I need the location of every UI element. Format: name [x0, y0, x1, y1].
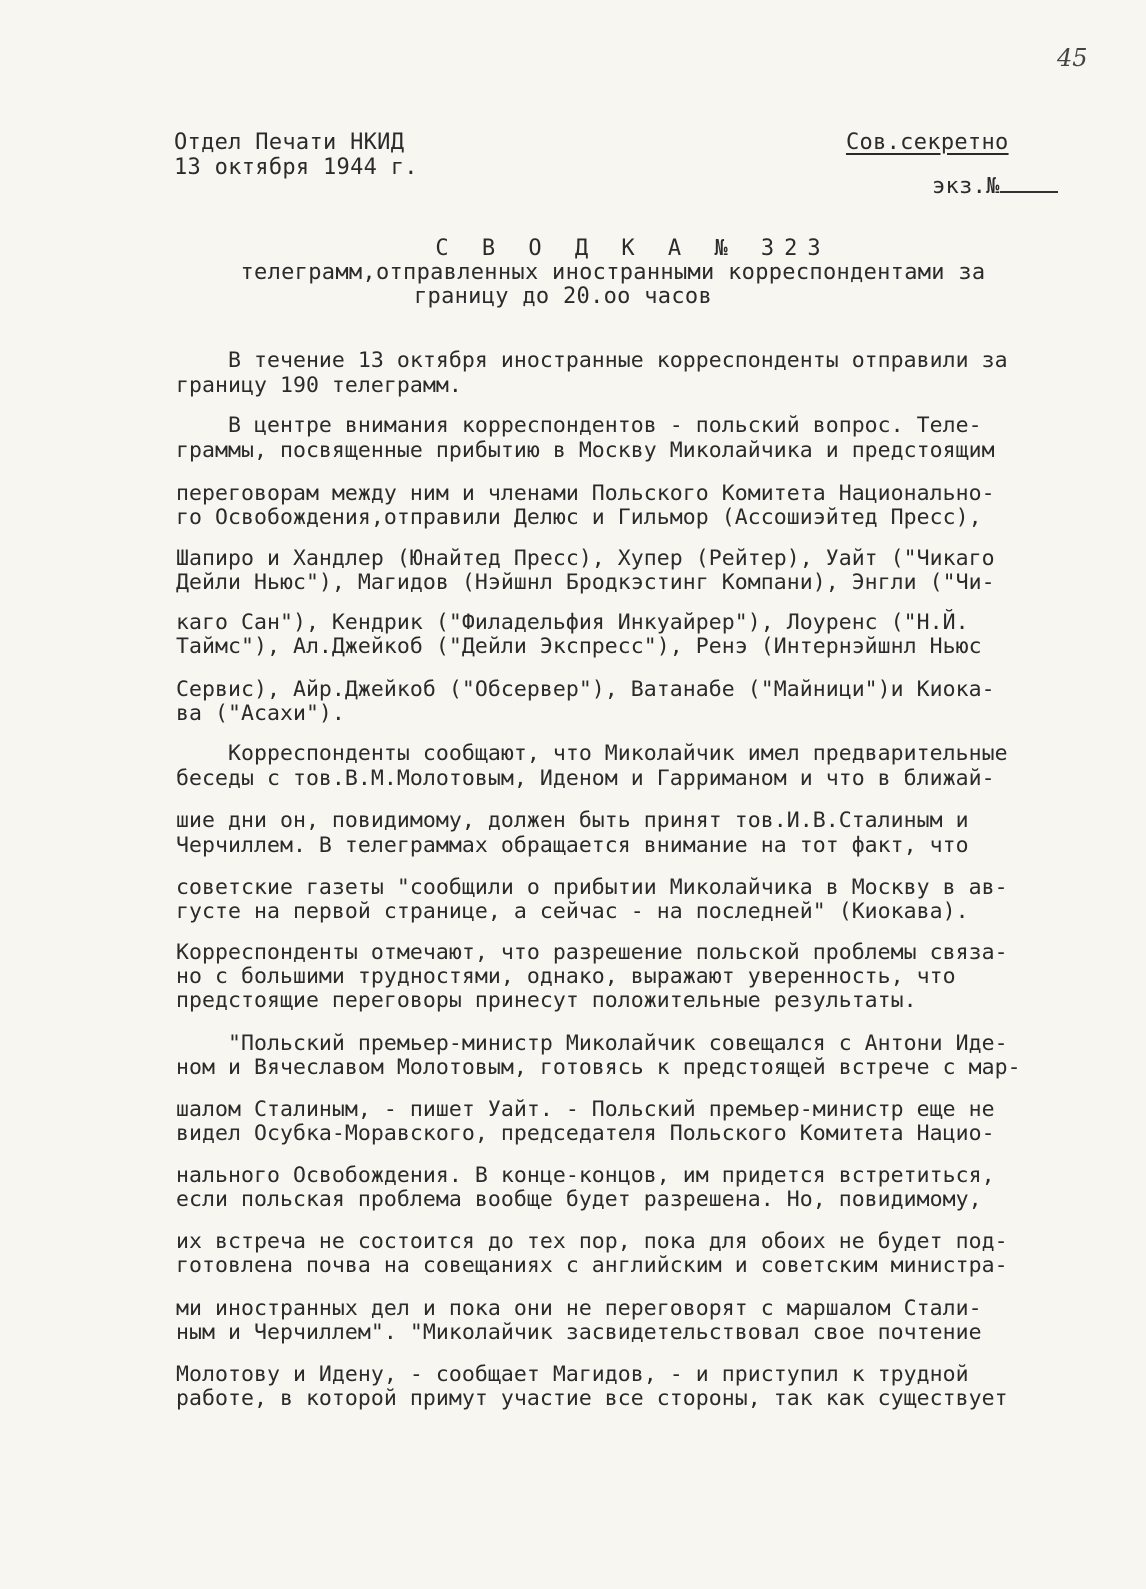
body-line: границу 190 телеграмм.: [176, 373, 462, 398]
body-line: Сервис), Айр.Джейкоб ("Обсервер"), Ватанабе ("Майници")и Киока-: [176, 677, 995, 702]
body-line: нального Освобождения. В конце-концов, им придется встретиться,: [176, 1163, 995, 1188]
body-line: Корреспонденты отмечают, что разрешение польской проблемы связа-: [176, 940, 1008, 965]
body-line: ми иностранных дел и пока они не переговорят с маршалом Стали-: [176, 1296, 982, 1321]
body-line: Дейли Ньюс"), Магидов (Нэйшнл Бродкэстинг Компани), Энгли ("Чи-: [176, 570, 995, 595]
classification-stamp: Сов.секретно: [846, 130, 1009, 155]
copy-label: экз.№: [932, 174, 1000, 199]
body-line: густе на первой странице, а сейчас - на последней" (Киокава).: [176, 899, 969, 924]
body-line: готовлена почва на совещаниях с английским и советским министра-: [176, 1253, 1008, 1278]
body-line: беседы с тов.В.М.Молотовым, Иденом и Гарриманом и что в ближай-: [176, 766, 995, 791]
body-line: переговорам между ним и членами Польского Комитета Национально-: [176, 481, 995, 506]
body-line: Молотову и Идену, - сообщает Магидов, - и приступил к трудной: [176, 1362, 969, 1387]
body-line: шалом Сталиным, - пишет Уайт. - Польский премьер-министр еще не: [176, 1097, 995, 1122]
body-line: видел Осубка-Моравского, председателя Польского Комитета Нацио-: [176, 1121, 995, 1146]
body-line: если польская проблема вообще будет разрешена. Но, повидимому,: [176, 1187, 982, 1212]
body-line: шие дни он, повидимому, должен быть принят тов.И.В.Сталиным и: [176, 808, 969, 833]
body-line: "Польский премьер-министр Миколайчик совещался с Антони Иде-: [176, 1031, 1008, 1056]
department-line: Отдел Печати НКИД: [174, 130, 405, 155]
copy-blank: [1000, 191, 1058, 193]
body-line: их встреча не состоится до тех пор, пока для обоих не будет под-: [176, 1229, 1008, 1254]
body-line: предстоящие переговоры принесут положительные результаты.: [176, 988, 917, 1013]
body-line: Черчиллем. В телеграммах обращается внимание на тот факт, что: [176, 833, 969, 858]
body-line: Корреспонденты сообщают, что Миколайчик имел предварительные: [176, 741, 1008, 766]
copy-number: [932, 174, 1058, 199]
body-line: Таймс"), Ал.Джейкоб ("Дейли Экспресс"), Ренэ (Интернэйшнл Ньюс: [176, 634, 982, 659]
page-number: 45: [1057, 44, 1088, 72]
body-line: В течение 13 октября иностранные корреспонденты отправили за: [176, 348, 1008, 373]
doc-heading: С В О Д К А № 323: [435, 236, 831, 261]
body-line: ва ("Асахи").: [176, 701, 345, 726]
body-line: но с большими трудностями, однако, выражают уверенность, что: [176, 964, 956, 989]
body-line: го Освобождения,отправили Делюс и Гильмор (Ассошиэйтед Пресс),: [176, 505, 982, 530]
doc-subtitle-1: телеграмм,отправленных иностранными корреспондентами за: [240, 260, 986, 285]
body-line: В центре внимания корреспондентов - польский вопрос. Теле-: [176, 413, 982, 438]
body-line: Шапиро и Хандлер (Юнайтед Пресс), Хупер (Рейтер), Уайт ("Чикаго: [176, 546, 995, 571]
body-line: ным и Черчиллем". "Миколайчик засвидетельствовал свое почтение: [176, 1320, 982, 1345]
body-line: граммы, посвященные прибытию в Москву Миколайчика и предстоящим: [176, 438, 995, 463]
doc-subtitle-2: границу до 20.оо часов: [414, 284, 712, 309]
body-line: каго Сан"), Кендрик ("Филадельфия Инкуайрер"), Лоуренс ("Н.Й.: [176, 610, 969, 635]
body-line: советские газеты "сообщили о прибытии Миколайчика в Москву в ав-: [176, 875, 1008, 900]
body-line: работе, в которой примут участие все стороны, так как существует: [176, 1386, 1008, 1411]
date-line: 13 октября 1944 г.: [174, 155, 418, 180]
body-line: ном и Вячеславом Молотовым, готовясь к предстоящей встрече с мар-: [176, 1055, 1021, 1080]
